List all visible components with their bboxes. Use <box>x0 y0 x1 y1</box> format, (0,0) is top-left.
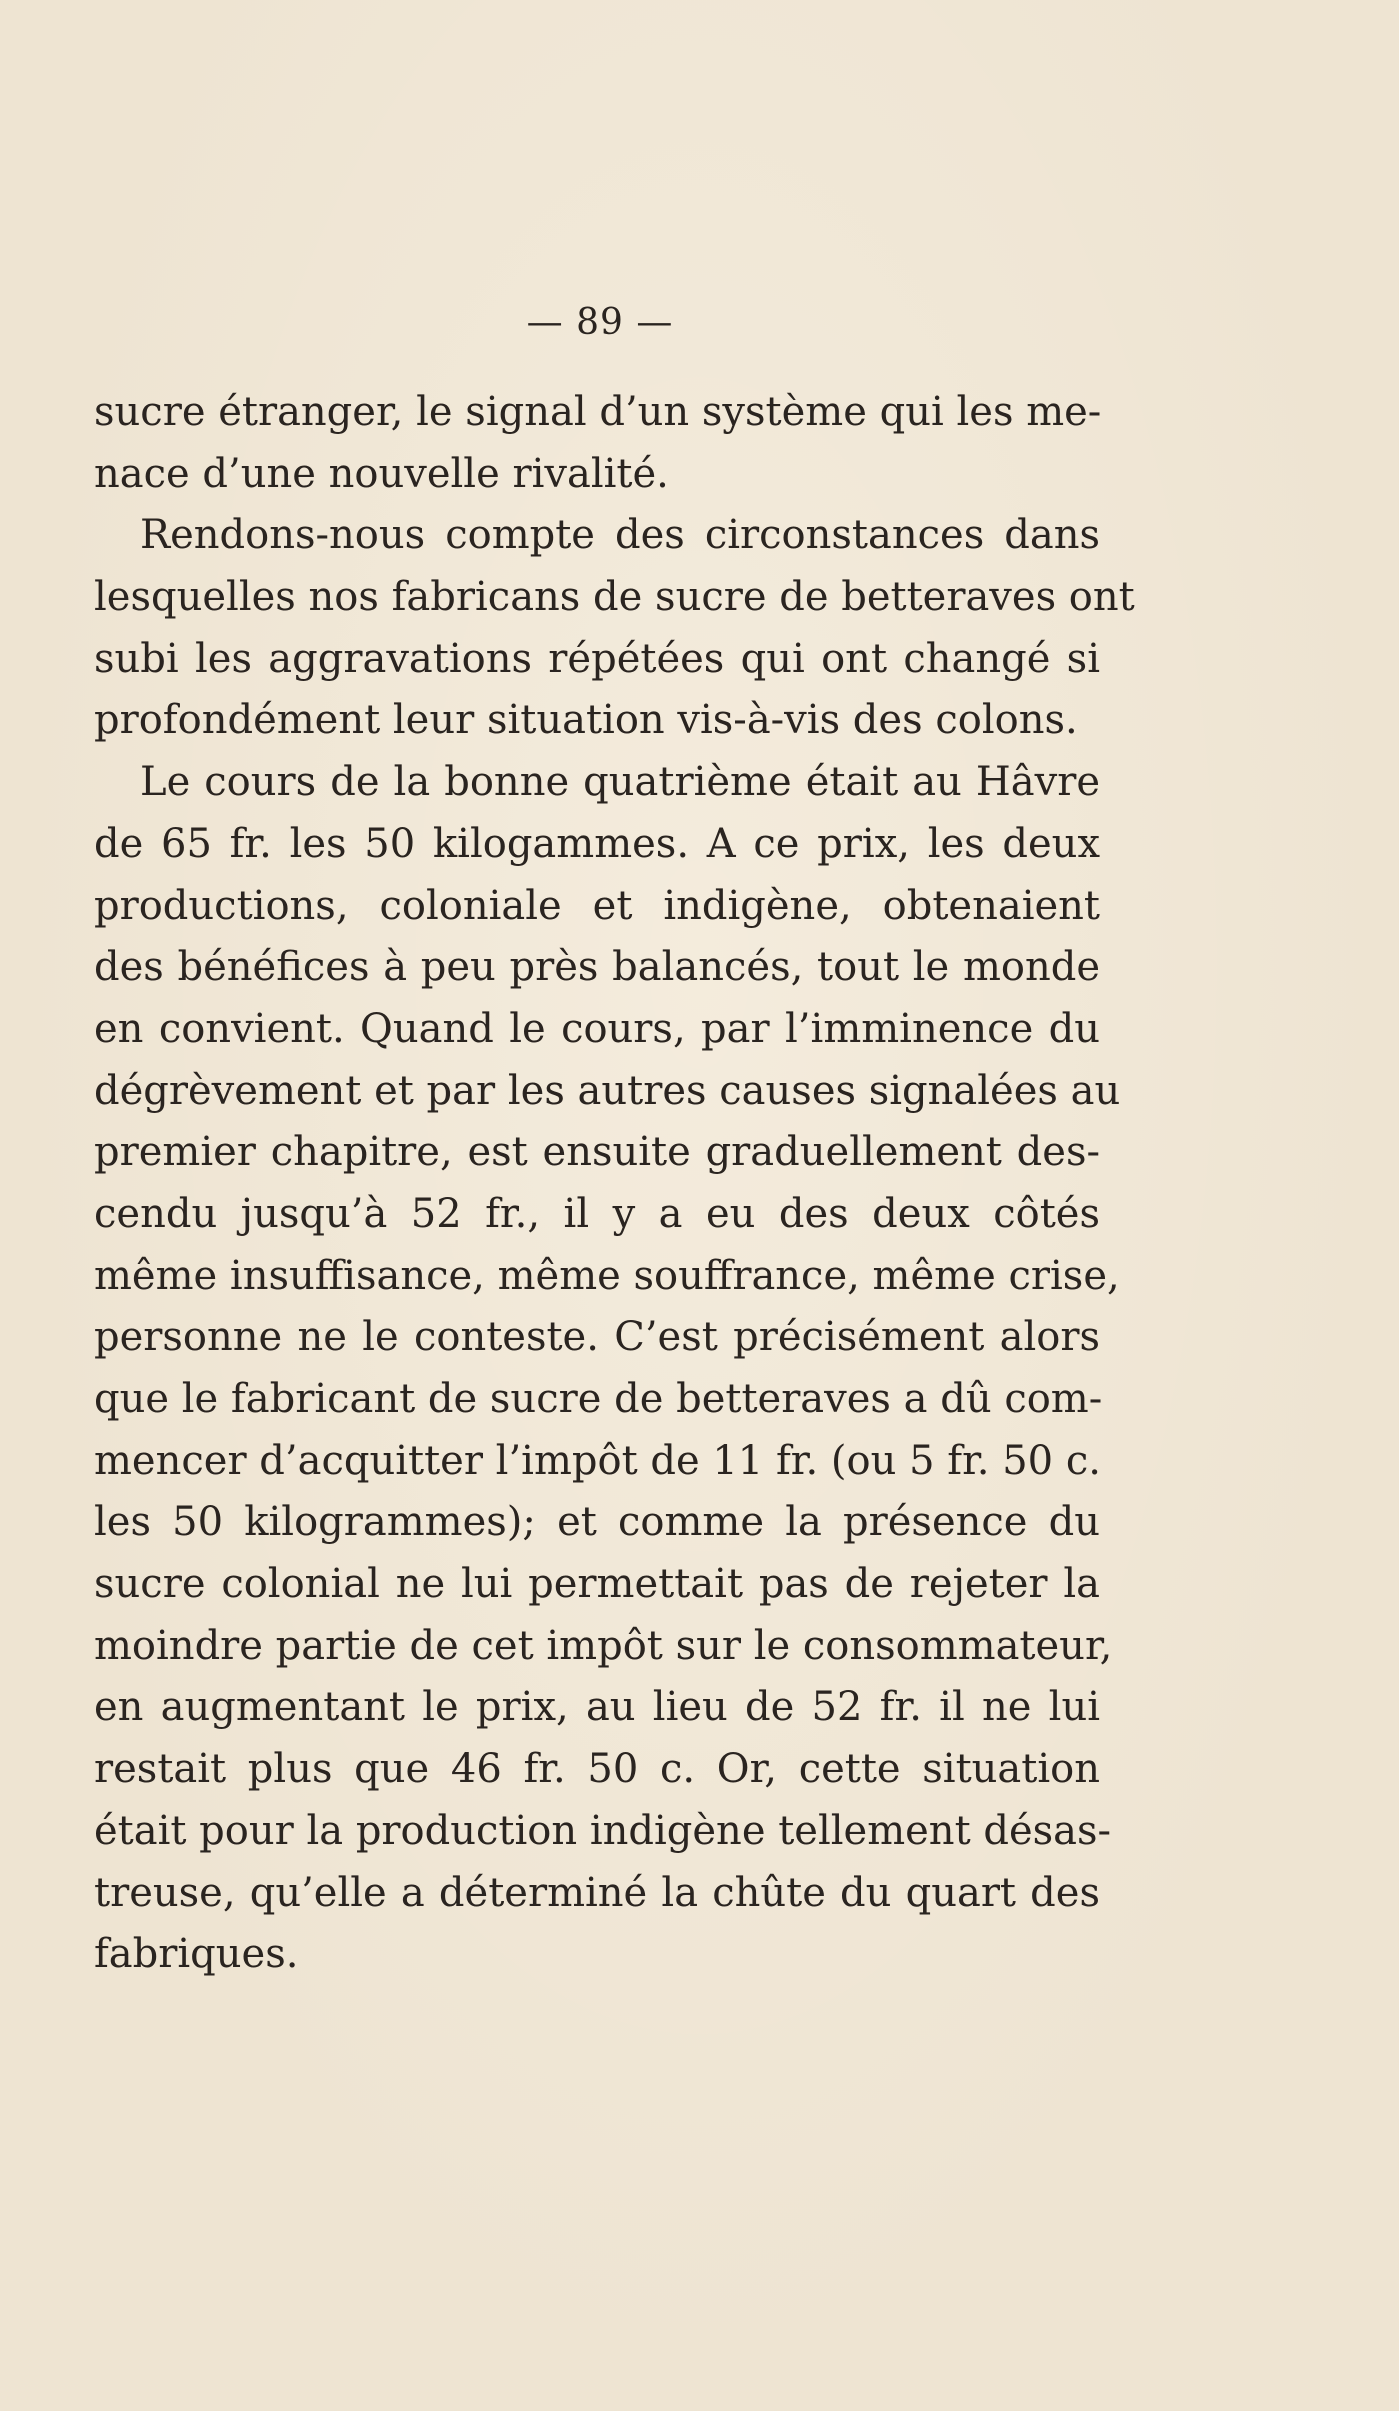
text-line: des bénéfices à peu près balancés, tout le monde <box>94 944 1100 991</box>
text-line: nace d’une nouvelle rivalité. <box>94 450 669 497</box>
text-line: productions, coloniale et indigène, obtenaient <box>94 882 1100 929</box>
paragraph-start-line: Le cours de la bonne quatrième était au Hâvre <box>140 759 1100 806</box>
text-line: de 65 fr. les 50 kilogammes. A ce prix, les deux <box>94 820 1100 867</box>
text-line: cendu jusqu’à 52 fr., il y a eu des deux côtés <box>94 1190 1100 1237</box>
body-text <box>94 382 1135 1986</box>
text-line: fabriques. <box>94 1931 299 1978</box>
text-line: en convient. Quand le cours, par l’imminence du <box>94 1005 1100 1052</box>
text-line: était pour la production indigène tellement désas- <box>94 1807 1112 1854</box>
text-line: dégrèvement et par les autres causes signalées au <box>94 1067 1121 1114</box>
text-line: mencer d’acquitter l’impôt de 11 fr. (ou 5 fr. 50 c. <box>94 1437 1101 1484</box>
text-line: sucre colonial ne lui permettait pas de rejeter la <box>94 1561 1100 1608</box>
paragraph-start-line: Rendons-nous compte des circonstances dans <box>140 512 1100 559</box>
text-line: que le fabricant de sucre de betteraves a dû com- <box>94 1376 1103 1422</box>
text-line: premier chapitre, est ensuite graduellement des- <box>94 1129 1100 1176</box>
text-line: les 50 kilogrammes); et comme la présence du <box>94 1499 1100 1546</box>
text-line: restait plus que 46 fr. 50 c. Or, cette situation <box>94 1746 1100 1793</box>
text-line: même insuffisance, même souffrance, même crise, <box>94 1252 1120 1299</box>
page-number: — 89 — <box>526 302 674 343</box>
text-line: personne ne le conteste. C’est précisément alors <box>94 1314 1100 1361</box>
text-line: sucre étranger, le signal d’un système qui les me- <box>94 389 1102 435</box>
text-line: subi les aggravations répétées qui ont changé si <box>94 635 1100 682</box>
text-line: profondément leur situation vis-à-vis des colons. <box>94 697 1078 744</box>
text-line: en augmentant le prix, au lieu de 52 fr. il ne lui <box>94 1684 1100 1731</box>
text-line: lesquelles nos fabricans de sucre de betteraves ont <box>94 574 1135 621</box>
text-line: moindre partie de cet impôt sur le consommateur, <box>94 1622 1113 1669</box>
text-line: treuse, qu’elle a déterminé la chûte du quart des <box>94 1869 1100 1916</box>
